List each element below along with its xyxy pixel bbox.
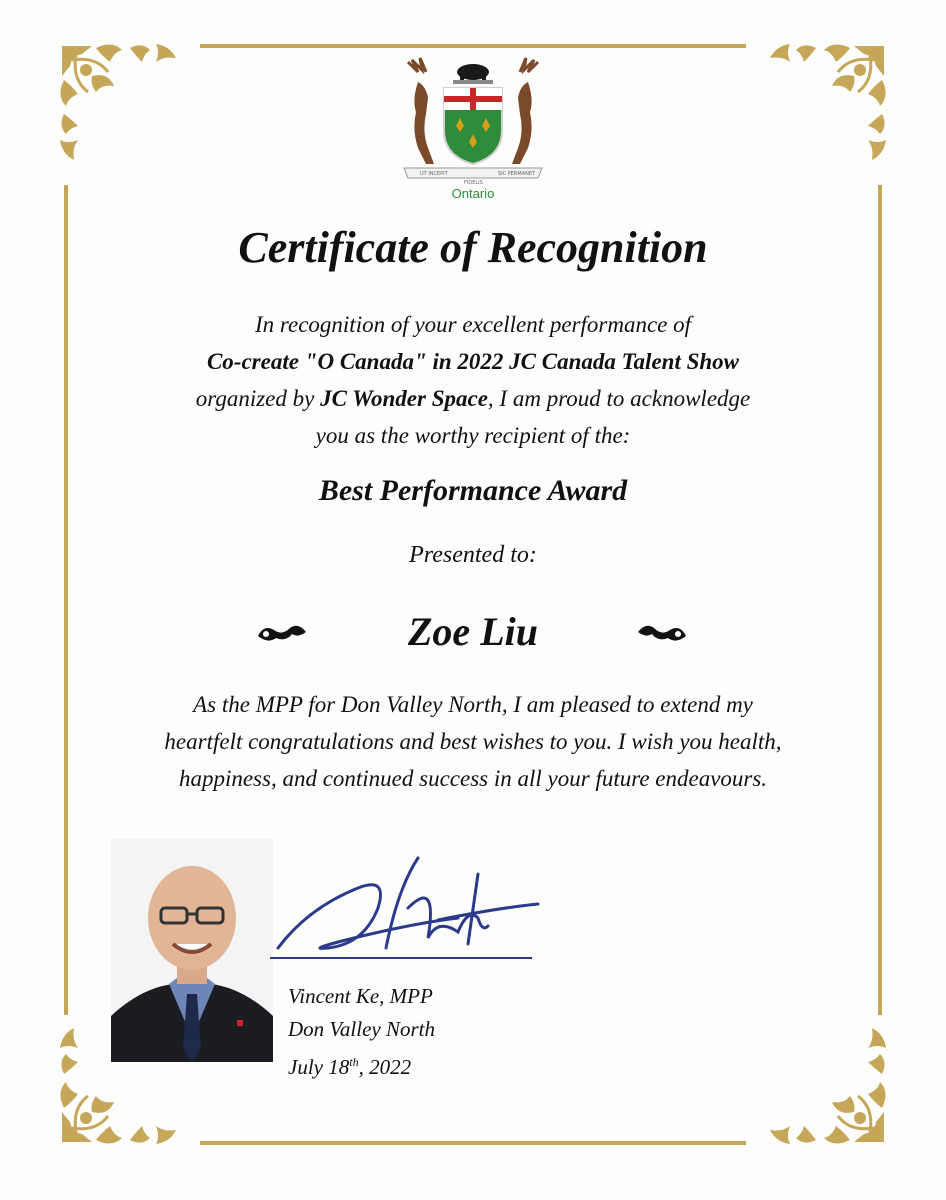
recognition-line-3 [0,380,946,417]
crest-label: Ontario [451,186,495,200]
corner-ornament-icon [764,36,894,166]
flourish-right-icon [632,616,692,648]
message-line-1: As the MPP for Don Valley North, I am pleased to extend my [193,692,753,717]
recognition-line-2 [0,343,946,380]
corner-ornament-icon [764,1022,894,1152]
certificate-title: Certificate of Recognition [238,223,708,272]
organizer-name: JC Wonder Space [320,386,488,411]
recognition-line-4: you as the worthy recipient of the: [315,423,631,448]
signature-line [270,957,532,959]
recipient-name: Zoe Liu [408,609,538,654]
message-line-2: heartfelt congratulations and best wishes to you. I wish you health, [164,729,782,754]
presented-to-label: Presented to: [409,542,537,568]
top-border-line [200,44,746,48]
message-line-3: happiness, and continued success in all your future endeavours. [178,766,768,791]
line3-prefix: organized by [195,386,321,411]
signer-portrait-photo [111,838,273,1062]
recognition-paragraph [0,306,946,454]
line3-suffix: , I am proud to acknowledge [487,386,751,411]
signer-name: Vincent Ke, MPP [288,984,433,1008]
recognition-line-1: In recognition of your excellent performance of [254,312,692,337]
signature-image [268,848,548,968]
signer-block [288,980,435,1084]
ontario-coat-of-arms-icon [398,52,548,200]
motto-right-text: SIC PERMANET [498,171,536,177]
award-title: Best Performance Award [318,474,628,507]
date-month-day: July 18 [288,1055,350,1079]
bottom-border-line [200,1141,746,1145]
congratulations-message [0,686,946,797]
signature-date [288,1046,435,1084]
signer-riding: Don Valley North [288,1017,435,1041]
motto-left-text: UT INCEPIT [420,171,448,177]
motto-center-text: FIDELIS [464,180,483,186]
event-name: Co-create "O Canada" in 2022 JC Canada Talent Show [206,349,740,374]
corner-ornament-icon [52,36,182,166]
date-year: , 2022 [358,1055,412,1079]
date-ordinal: th [349,1055,359,1069]
